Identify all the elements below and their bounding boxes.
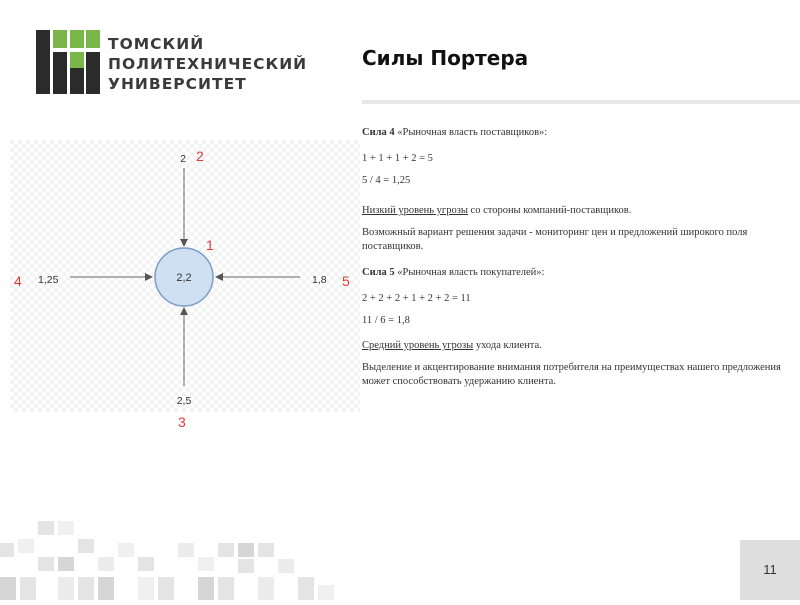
force5-heading-bold: Сила 5 bbox=[362, 267, 395, 278]
university-name bbox=[108, 34, 307, 94]
university-logo bbox=[36, 30, 100, 94]
force5-threat-rest: ухода клиента. bbox=[473, 340, 542, 351]
slide-title: Силы Портера bbox=[362, 46, 529, 70]
force4-threat bbox=[362, 204, 792, 218]
porter-forces-diagram bbox=[10, 140, 360, 412]
force5-heading-rest: «Рыночная власть покупателей»: bbox=[397, 267, 545, 278]
decorative-mosaic bbox=[0, 515, 360, 600]
force4-calc1: 1 + 1 + 1 + 2 = 5 bbox=[362, 153, 433, 164]
force-label-2: 2 bbox=[196, 148, 204, 164]
force4-threat-rest: со стороны компаний-поставщиков. bbox=[467, 205, 632, 216]
force-label-4: 4 bbox=[14, 273, 22, 289]
force4-calc2: 5 / 4 = 1,25 bbox=[362, 175, 411, 186]
force-label-5: 5 bbox=[342, 273, 350, 289]
force5-heading bbox=[362, 266, 792, 280]
force5-calc1: 2 + 2 + 2 + 1 + 2 + 2 = 11 bbox=[362, 293, 471, 304]
page-number: 11 bbox=[763, 562, 777, 577]
logo-line-2: ПОЛИТЕХНИЧЕСКИЙ bbox=[108, 55, 308, 73]
logo-line-3: УНИВЕРСИТЕТ bbox=[108, 75, 247, 93]
force5-threat bbox=[362, 339, 792, 353]
force4-solution: Возможный вариант решения задачи - мониторинг цен и предложений широкого поля поставщиков. bbox=[362, 227, 748, 252]
top-force-value: 2 bbox=[180, 153, 186, 165]
force5-solution: Выделение и акцентирование внимания потребителя на преимуществах нашего предложения может способствовать удержанию клиента. bbox=[362, 362, 781, 387]
force4-threat-level: Низкий уровень угрозы bbox=[362, 205, 468, 216]
logo-line-1: ТОМСКИЙ bbox=[108, 35, 205, 53]
center-node-value: 2,2 bbox=[176, 272, 192, 284]
bottom-force-value: 2,5 bbox=[176, 395, 192, 407]
page-number-box bbox=[740, 540, 800, 600]
force-label-3-outer: 3 bbox=[178, 414, 186, 430]
title-divider bbox=[362, 100, 800, 104]
force5-calc2: 11 / 6 = 1,8 bbox=[362, 315, 410, 326]
right-force-value: 1,8 bbox=[312, 274, 327, 286]
force4-heading-rest: «Рыночная власть поставщиков»: bbox=[397, 127, 548, 138]
force-label-1: 1 bbox=[206, 237, 214, 253]
force4-heading-bold: Сила 4 bbox=[362, 127, 395, 138]
force4-heading bbox=[362, 126, 792, 140]
left-force-value: 1,25 bbox=[38, 274, 59, 286]
force5-threat-level: Средний уровень угрозы bbox=[362, 340, 474, 351]
